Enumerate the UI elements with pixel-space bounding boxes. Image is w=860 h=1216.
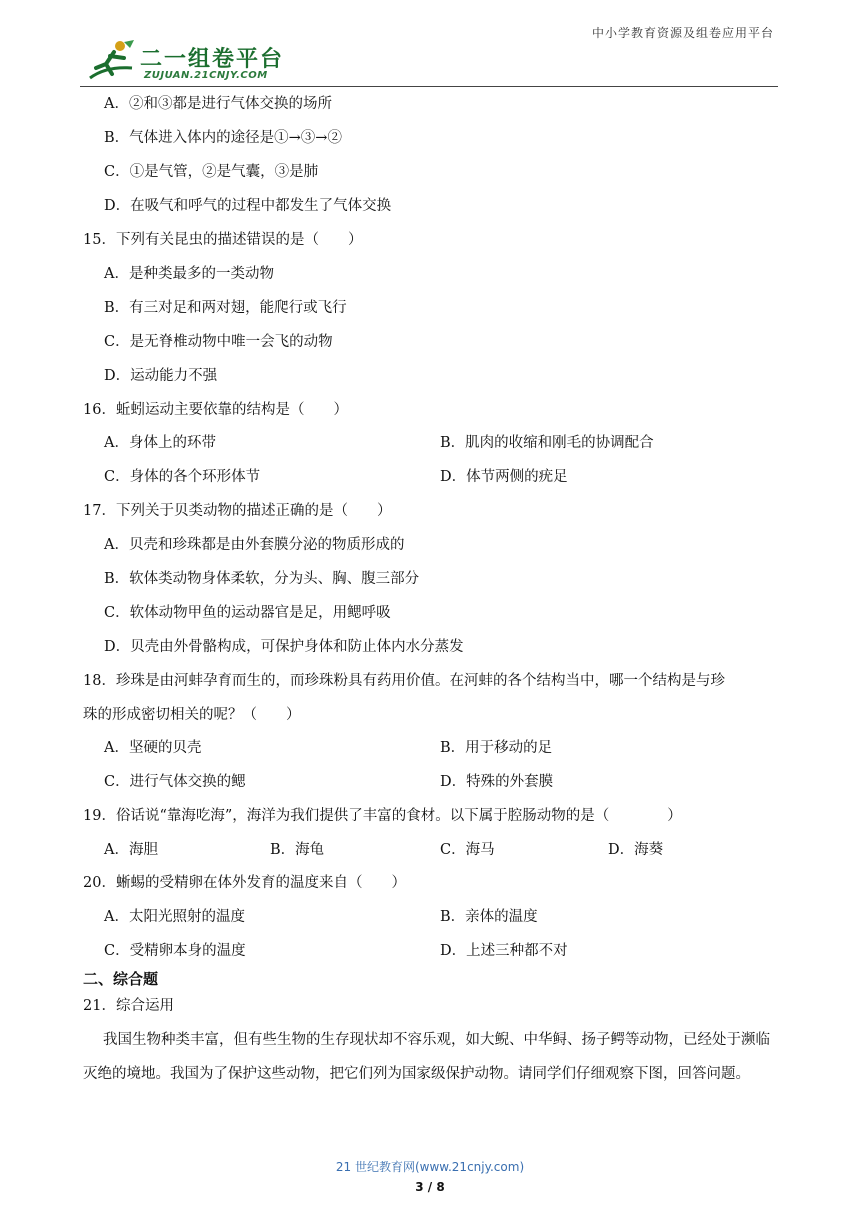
q14-option-b: B．气体进入体内的途径是①→③→② bbox=[104, 130, 342, 146]
q14-option-d: D．在吸气和呼气的过程中都发生了气体交换 bbox=[104, 198, 392, 214]
q17-option-d: D．贝壳由外骨骼构成，可保护身体和防止体内水分蒸发 bbox=[104, 639, 464, 655]
q20-option-c: C．受精卵本身的温度 bbox=[104, 943, 246, 959]
q20-option-a: A．太阳光照射的温度 bbox=[104, 909, 245, 925]
q14-option-a: A．②和③都是进行气体交换的场所 bbox=[104, 96, 332, 112]
q17-stem: 17．下列关于贝类动物的描述正确的是（ ） bbox=[83, 503, 392, 519]
q18-option-b: B．用于移动的足 bbox=[440, 740, 553, 756]
header-divider bbox=[80, 86, 778, 87]
q21-stem: 21．综合运用 bbox=[83, 998, 174, 1014]
runner-logo-icon bbox=[84, 38, 140, 84]
q18-option-c: C．进行气体交换的鳃 bbox=[104, 774, 246, 790]
q15-stem: 15．下列有关昆虫的描述错误的是（ ） bbox=[83, 232, 363, 248]
q15-option-a: A．是种类最多的一类动物 bbox=[104, 266, 274, 282]
q19-option-a: A．海胆 bbox=[104, 842, 158, 858]
header-platform-title: 中小学教育资源及组卷应用平台 bbox=[591, 26, 774, 40]
q16-option-c: C．身体的各个环形体节 bbox=[104, 469, 261, 485]
q17-option-a: A．贝壳和珍珠都是由外套膜分泌的物质形成的 bbox=[104, 537, 405, 553]
q19-option-d: D．海葵 bbox=[608, 842, 664, 858]
q18-stem-line1: 18．珍珠是由河蚌孕育而生的，而珍珠粉具有药用价值。在河蚌的各个结构当中，哪一个结构是与珍 bbox=[83, 673, 725, 689]
q21-paragraph: 我国生物种类丰富，但有些生物的生存现状却不容乐观，如大鲵、中华鲟、扬子鳄等动物，已经处于濒临灭绝的境地。我国为了保护这些动物，把它们列为国家级保护动物。请同学们仔细观察下图，回答问题。 bbox=[83, 1032, 770, 1082]
page-number: 3 / 8 bbox=[415, 1180, 445, 1194]
q16-option-d: D．体节两侧的疣足 bbox=[440, 469, 568, 485]
q16-option-b: B．肌肉的收缩和刚毛的协调配合 bbox=[440, 435, 654, 451]
q17-option-b: B．软体类动物身体柔软，分为头、胸、腹三部分 bbox=[104, 571, 420, 587]
q15-option-d: D．运动能力不强 bbox=[104, 368, 218, 384]
section-title: 二、综合题 bbox=[83, 970, 159, 988]
q15-option-c: C．是无脊椎动物中唯一会飞的动物 bbox=[104, 334, 333, 350]
q20-option-d: D．上述三种都不对 bbox=[440, 943, 568, 959]
q14-option-c: C．①是气管，②是气囊，③是肺 bbox=[104, 164, 319, 180]
q19-stem: 19．俗话说“靠海吃海”，海洋为我们提供了丰富的食材。以下属于腔肠动物的是（ ） bbox=[83, 808, 682, 824]
q15-option-b: B．有三对足和两对翅，能爬行或飞行 bbox=[104, 300, 347, 316]
logo bbox=[84, 38, 284, 84]
logo-text-cn: 二一组卷平台 bbox=[140, 47, 285, 72]
q18-stem-line2: 珠的形成密切相关的呢？（ ） bbox=[83, 707, 301, 723]
q17-option-c: C．软体动物甲鱼的运动器官是足，用鳃呼吸 bbox=[104, 605, 391, 621]
q20-option-b: B．亲体的温度 bbox=[440, 909, 538, 925]
q20-stem: 20．蜥蜴的受精卵在体外发育的温度来自（ ） bbox=[83, 875, 406, 891]
q16-stem: 16．蚯蚓运动主要依靠的结构是（ ） bbox=[83, 402, 348, 418]
logo-text-en: ZUJUAN.21CNJY.COM bbox=[144, 70, 268, 81]
q19-option-b: B．海龟 bbox=[270, 842, 325, 858]
q18-option-d: D．特殊的外套膜 bbox=[440, 774, 554, 790]
q19-option-c: C．海马 bbox=[440, 842, 495, 858]
q16-option-a: A．身体上的环带 bbox=[104, 435, 216, 451]
footer-site-link[interactable]: 21 世纪教育网(www.21cnjy.com) bbox=[335, 1160, 525, 1174]
q18-option-a: A．坚硬的贝壳 bbox=[104, 740, 202, 756]
